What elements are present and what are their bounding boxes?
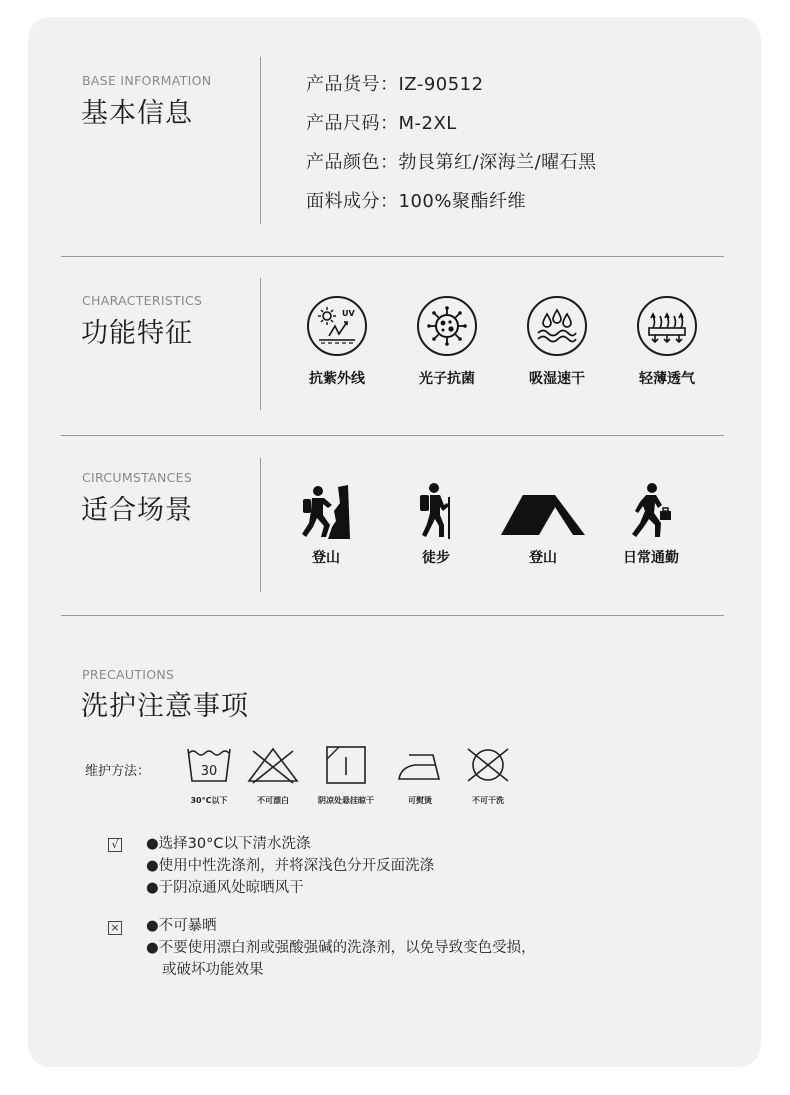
- characteristics-zh-title: 功能特征: [81, 318, 193, 349]
- climbing-icon: [298, 481, 354, 539]
- product-info-card: [28, 17, 761, 1067]
- scene-commute: [606, 479, 696, 567]
- characteristics-en-title: CHARACTERISTICS: [82, 293, 203, 308]
- quick-dry-icon: [533, 302, 581, 350]
- care-caption: 阴凉处悬挂晾干: [318, 796, 374, 805]
- scene-label: 登山: [529, 550, 557, 566]
- info-row-sku: [306, 70, 484, 96]
- feature-antibacterial: [402, 296, 492, 388]
- info-row-color: [306, 148, 597, 174]
- feature-label: 轻薄透气: [639, 371, 695, 387]
- care-wash-30: [180, 745, 238, 806]
- info-label: 产品尺码：: [306, 113, 399, 134]
- info-row-size: [306, 109, 457, 135]
- feature-quick-dry: [512, 296, 602, 388]
- wash-30-icon: [185, 745, 233, 785]
- precautions-en-title: PRECAUTIONS: [82, 667, 175, 682]
- care-caption: 不可干洗: [472, 796, 504, 805]
- do-list: [146, 833, 434, 899]
- section-divider: [61, 256, 724, 257]
- check-mark-icon: √: [108, 838, 122, 852]
- antibacterial-icon: [423, 302, 471, 350]
- feature-label: 光子抗菌: [419, 371, 475, 387]
- characteristics-divider: [260, 278, 261, 410]
- feature-breathable: [622, 296, 712, 388]
- dont-list: [146, 915, 536, 981]
- care-method-label: 维护方法：: [85, 764, 151, 779]
- base-info-zh-title: 基本信息: [81, 98, 193, 129]
- dont-item: ●不要使用漂白剂或强酸强碱的洗涤剂，以免导致变色受损，: [146, 940, 536, 956]
- care-no-bleach: [240, 745, 306, 806]
- info-label: 面料成分：: [306, 191, 399, 212]
- section-divider: [61, 615, 724, 616]
- scene-climbing: [281, 479, 371, 567]
- hiking-icon: [414, 481, 458, 539]
- info-value: M-2XL: [398, 113, 457, 134]
- care-caption: 30°C以下: [190, 796, 228, 805]
- circumstances-zh-title: 适合场景: [81, 495, 193, 526]
- scene-label: 徒步: [422, 550, 450, 566]
- info-row-fabric: [306, 187, 526, 213]
- tent-icon: [499, 489, 587, 539]
- no-dry-clean-icon: [462, 745, 514, 785]
- scene-label: 日常通勤: [623, 550, 679, 566]
- care-caption: 不可漂白: [257, 796, 289, 805]
- feature-label: 抗紫外线: [309, 371, 365, 387]
- uv-protection-icon: [313, 302, 361, 350]
- section-divider: [61, 435, 724, 436]
- do-item: ●于阴凉通风处晾晒风干: [146, 880, 304, 896]
- no-bleach-icon: [245, 745, 301, 785]
- dont-item: 或破坏功能效果: [162, 962, 264, 978]
- base-info-divider: [260, 57, 261, 224]
- circumstances-en-title: CIRCUMSTANCES: [82, 470, 193, 485]
- iron-icon: [395, 745, 445, 785]
- do-item: ●使用中性洗涤剂，并将深浅色分开反面洗涤: [146, 858, 435, 874]
- precautions-zh-title: 洗护注意事项: [81, 691, 249, 722]
- care-iron: [390, 745, 450, 806]
- scene-hiking: [391, 479, 481, 567]
- info-label: 产品颜色：: [306, 152, 399, 173]
- line-dry-shade-icon: [323, 745, 369, 785]
- do-item: ●选择30°C以下清水洗涤: [146, 836, 311, 852]
- feature-label: 吸湿速干: [529, 371, 585, 387]
- base-info-en-title: BASE INFORMATION: [82, 73, 212, 88]
- care-no-dry-clean: [458, 745, 518, 806]
- cross-mark-icon: ×: [108, 921, 122, 935]
- info-value: 100%聚酯纤维: [398, 191, 526, 212]
- info-value: IZ-90512: [398, 74, 484, 95]
- scene-tent: [498, 479, 588, 567]
- feature-uv: [292, 296, 382, 388]
- dont-item: ●不可暴晒: [146, 918, 217, 934]
- info-value: 勃艮第红/深海兰/曜石黑: [398, 152, 597, 173]
- care-line-dry-shade: [308, 745, 384, 806]
- care-caption: 可熨烫: [408, 796, 432, 805]
- wash-temp-text: 30: [200, 764, 218, 779]
- info-label: 产品货号：: [306, 74, 399, 95]
- breathable-icon: [643, 302, 691, 350]
- uv-text: UV: [342, 309, 355, 318]
- scene-label: 登山: [312, 550, 340, 566]
- circumstances-divider: [260, 458, 261, 592]
- commute-icon: [628, 481, 674, 539]
